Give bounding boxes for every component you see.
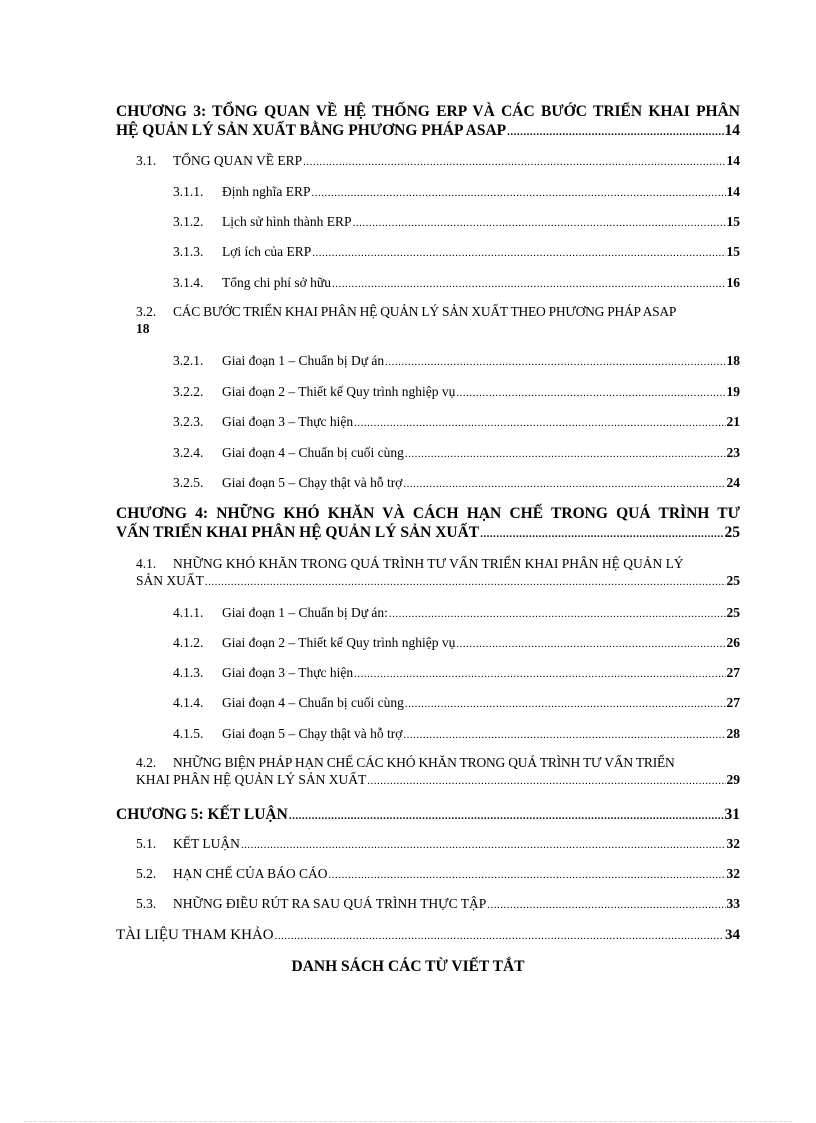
section-number: 4.2. (136, 755, 157, 770)
section-title: HẠN CHẾ CỦA BÁO CÁO (173, 866, 328, 881)
page-number: 16 (726, 275, 740, 290)
section-title: NHỮNG ĐIỀU RÚT RA SAU QUÁ TRÌNH THỰC TẬP (173, 896, 487, 911)
dot-leader (312, 245, 725, 262)
page-number: 21 (726, 414, 740, 429)
section-title: Định nghĩa ERP (222, 184, 311, 199)
toc-section-4-2[interactable] (136, 754, 740, 790)
section-title: KẾT LUẬN (173, 836, 240, 851)
page-number: 24 (726, 475, 740, 490)
section-title: Giai đoạn 2 – Thiết kế Quy trình nghiệp vụ (222, 384, 456, 399)
abbreviations-heading: DANH SÁCH CÁC TỪ VIẾT TẮT (291, 958, 525, 975)
page-number: 31 (724, 806, 740, 823)
page-number: 27 (726, 665, 740, 680)
chapter-5-title: CHƯƠNG 5: KẾT LUẬN (116, 806, 288, 823)
section-number: 4.1.4. (173, 695, 204, 710)
dot-leader (487, 897, 725, 914)
section-number: 3.2.5. (173, 475, 204, 490)
section-title: Giai đoạn 3 – Thực hiện (222, 665, 354, 680)
section-title: Lợi ích của ERP (222, 244, 312, 259)
toc-chapter-4[interactable] (116, 504, 740, 544)
section-title: Giai đoạn 4 – Chuẩn bị cuối cùng (222, 445, 404, 460)
section-title-line1: NHỮNG KHÓ KHĂN TRONG QUÁ TRÌNH TƯ VẤN TRIỂN KHAI PHÂN HỆ QUẢN LÝ (173, 556, 684, 571)
dot-leader (403, 727, 725, 744)
page-number: 29 (726, 772, 740, 787)
page-number: 25 (724, 524, 740, 541)
dot-leader (329, 867, 726, 884)
dot-leader (205, 574, 726, 591)
page-number: 14 (726, 153, 740, 168)
dot-leader (405, 446, 726, 463)
section-number: 3.1.1. (173, 184, 204, 199)
page-number: 28 (726, 726, 740, 741)
page-number: 32 (726, 866, 740, 881)
toc-subsection-4-1-5[interactable] (173, 725, 740, 744)
dot-leader (354, 666, 725, 683)
dot-leader (367, 773, 725, 790)
dot-leader (389, 606, 726, 623)
toc-section-3-2[interactable] (136, 303, 746, 337)
section-title: Lịch sử hình thành ERP (222, 214, 352, 229)
toc-section-5-2[interactable] (136, 865, 740, 884)
toc-section-4-1[interactable] (136, 555, 740, 591)
section-title-line2: SẢN XUẤT (136, 573, 204, 588)
section-title: Tổng chi phí sở hữu (222, 275, 331, 290)
dot-leader (405, 696, 726, 713)
toc-chapter-5[interactable] (116, 805, 740, 826)
references-title: TÀI LIỆU THAM KHẢO (116, 927, 274, 943)
toc-section-5-3[interactable] (136, 895, 740, 914)
section-title: Giai đoạn 1 – Chuẩn bị Dự án (222, 353, 385, 368)
chapter-4-title-line2: VẤN TRIỂN KHAI PHÂN HỆ QUẢN LÝ SẢN XUẤT (116, 524, 480, 541)
section-title: CÁC BƯỚC TRIỂN KHAI PHÂN HỆ QUẢN LÝ SẢN XUẤT THEO PHƯƠNG PHÁP ASAP (173, 304, 677, 319)
page-number: 32 (726, 836, 740, 851)
section-number: 3.1.3. (173, 244, 204, 259)
toc-subsection-3-2-1[interactable] (173, 352, 740, 371)
section-number: 4.1.1. (173, 605, 204, 620)
page-number: 14 (724, 122, 740, 139)
toc-subsection-4-1-3[interactable] (173, 664, 740, 683)
page-number: 33 (726, 896, 740, 911)
section-title: Giai đoạn 1 – Chuẩn bị Dự án: (222, 605, 388, 620)
toc-subsection-3-1-2[interactable] (173, 213, 740, 232)
toc-subsection-3-1-4[interactable] (173, 274, 740, 293)
section-title: Giai đoạn 5 – Chạy thật và hỗ trợ (222, 475, 403, 490)
section-title-line2: KHAI PHÂN HỆ QUẢN LÝ SẢN XUẤT (136, 772, 367, 787)
toc-subsection-3-2-2[interactable] (173, 383, 740, 402)
section-number: 3.2.3. (173, 414, 204, 429)
dot-leader (480, 525, 723, 544)
toc-subsection-3-1-3[interactable] (173, 243, 740, 262)
section-number: 3.2. (136, 304, 157, 319)
toc-section-5-1[interactable] (136, 835, 740, 854)
dot-leader (354, 415, 725, 432)
dot-leader (507, 123, 723, 142)
section-number: 5.1. (136, 836, 157, 851)
section-number: 3.2.2. (173, 384, 204, 399)
section-title: Giai đoạn 2 – Thiết kế Quy trình nghiệp vụ (222, 635, 456, 650)
page-number: 18 (726, 353, 740, 368)
section-number: 4.1. (136, 556, 157, 571)
toc-subsection-4-1-4[interactable] (173, 694, 740, 713)
dot-leader (275, 927, 724, 946)
section-number: 3.1.2. (173, 214, 204, 229)
page-number: 34 (725, 927, 740, 943)
section-number: 3.1.4. (173, 275, 204, 290)
dot-leader (353, 215, 726, 232)
toc-subsection-4-1-2[interactable] (173, 634, 740, 653)
section-number: 4.1.2. (173, 635, 204, 650)
dot-leader (456, 385, 725, 402)
dot-leader (289, 807, 724, 826)
toc-subsection-3-2-3[interactable] (173, 413, 740, 432)
section-number: 3.1. (136, 153, 157, 168)
page-number: 23 (726, 445, 740, 460)
section-number: 4.1.5. (173, 726, 204, 741)
toc-chapter-3[interactable] (116, 102, 740, 142)
section-title: Giai đoạn 3 – Thực hiện (222, 414, 354, 429)
toc-references[interactable] (116, 926, 740, 946)
chapter-3-title-line2: HỆ QUẢN LÝ SẢN XUẤT BẰNG PHƯƠNG PHÁP ASAP (116, 122, 507, 139)
page-number: 15 (726, 244, 740, 259)
page-number: 19 (726, 384, 740, 399)
dot-leader (456, 636, 725, 653)
section-number: 3.2.1. (173, 353, 204, 368)
section-number: 5.3. (136, 896, 157, 911)
toc-subsection-3-1-1[interactable] (173, 183, 740, 202)
section-title: TỔNG QUAN VỀ ERP (173, 153, 303, 168)
dot-leader (385, 354, 725, 371)
toc-section-3-1[interactable] (136, 152, 740, 171)
page-number: 15 (726, 214, 740, 229)
chapter-3-title-line1: CHƯƠNG 3: TỔNG QUAN VỀ HỆ THỐNG ERP VÀ CÁC BƯỚC TRIỂN KHAI PHÂN (116, 103, 740, 120)
section-title: Giai đoạn 4 – Chuẩn bị cuối cùng (222, 695, 404, 710)
page-number: 18 (136, 321, 150, 336)
dot-leader (241, 837, 726, 854)
page-number: 14 (726, 184, 740, 199)
page-break-line (24, 1121, 792, 1122)
dot-leader (332, 276, 726, 293)
toc-subsection-3-2-5[interactable] (173, 474, 740, 493)
page-number: 27 (726, 695, 740, 710)
dot-leader (312, 185, 726, 202)
page-number: 26 (726, 635, 740, 650)
section-title: Giai đoạn 5 – Chạy thật và hỗ trợ (222, 726, 403, 741)
chapter-4-title-line1: CHƯƠNG 4: NHỮNG KHÓ KHĂN VÀ CÁCH HẠN CHẾ TRONG QUÁ TRÌNH TƯ (116, 505, 740, 522)
page-number: 25 (726, 573, 740, 588)
page-number: 25 (726, 605, 740, 620)
toc-subsection-3-2-4[interactable] (173, 444, 740, 463)
section-number: 5.2. (136, 866, 157, 881)
section-number: 4.1.3. (173, 665, 204, 680)
dot-leader (303, 154, 725, 171)
dot-leader (403, 476, 725, 493)
section-title-line1: NHỮNG BIỆN PHÁP HẠN CHẾ CÁC KHÓ KHĂN TRONG QUÁ TRÌNH TƯ VẤN TRIỂN (173, 755, 675, 770)
toc-subsection-4-1-1[interactable] (173, 604, 740, 623)
section-number: 3.2.4. (173, 445, 204, 460)
